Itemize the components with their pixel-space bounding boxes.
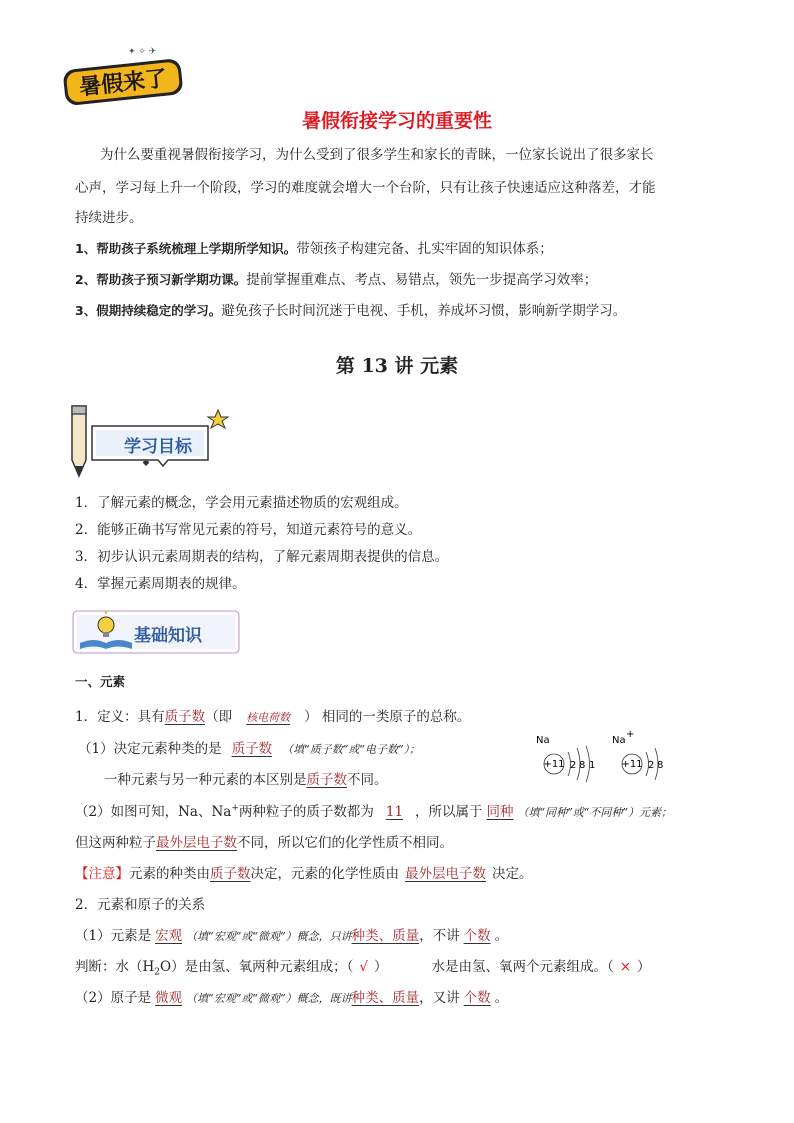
relation-1	[75, 924, 508, 944]
point-3	[75, 299, 626, 319]
hint: （填“宏观”或“微观”）概念，只讲	[186, 930, 352, 943]
text: 判断：水（H	[75, 959, 155, 975]
text: 元素的种类由	[129, 866, 210, 882]
svg-text:✦ ✧ ✈: ✦ ✧ ✈	[128, 47, 157, 57]
intro-line-2: 心声，学习每上升一个阶段，学习的难度就会增大一个台阶，只有让孩子快速适应这种落差，才能	[75, 180, 656, 196]
logo-text: 暑假来了	[78, 66, 169, 101]
goals-badge	[68, 404, 233, 478]
superscript: +	[231, 803, 239, 814]
answer-blank: 微观	[155, 990, 183, 1006]
atom-structure-graphic	[532, 728, 682, 784]
point-2-text: 提前掌握重难点、考点、易错点，领先一步提高学习效率；	[246, 272, 598, 288]
text: 。	[494, 928, 509, 944]
intro-line-3: 持续进步。	[75, 210, 143, 226]
hint: （填“质子数”或“电子数”）；	[282, 743, 421, 756]
answer-blank: 宏观	[155, 928, 183, 944]
knowledge-badge	[72, 607, 244, 657]
answer-blank: 质子数	[164, 709, 206, 725]
question-1	[78, 737, 420, 757]
hint: （填“宏观”或“微观”）概念，既讲	[186, 992, 352, 1005]
definition-line	[75, 705, 470, 725]
text: 决定，元素的化学性质由	[250, 866, 399, 882]
intro-line-1: 为什么要重视暑假衔接学习，为什么受到了很多学生和家长的青睐，一位家长说出了很多家长	[100, 147, 654, 163]
goals-badge-label: 学习目标	[124, 437, 192, 457]
na-electron-3: 1	[589, 760, 596, 771]
logo	[58, 42, 190, 108]
knowledge-badge-label: 基础知识	[134, 626, 202, 646]
goal-3: 3．初步认识元素周期表的结构，了解元素周期表提供的信息。	[75, 549, 449, 565]
text: （2）原子是	[75, 990, 152, 1006]
text: ，又讲	[419, 990, 460, 1006]
question-1b	[104, 768, 388, 788]
text: O）是由氢、氧两种元素组成；（	[160, 959, 354, 975]
text: 不同。	[347, 772, 388, 788]
point-3-bold: 3、假期持续稳定的学习。	[75, 303, 222, 318]
text: 但这两种粒子	[75, 835, 156, 851]
point-1-text: 带领孩子构建完备、扎实牢固的知识体系；	[296, 241, 553, 257]
goal-2: 2．能够正确书写常见元素的符号，知道元素符号的意义。	[75, 522, 422, 538]
na-nucleus: +11	[543, 759, 565, 770]
hint: （填“同种”或“不同种”）元素；	[517, 806, 673, 819]
text: 不同，所以它们的化学性质不相同。	[237, 835, 453, 851]
answer-blank: 同种	[486, 804, 514, 820]
na-ion-charge: +	[626, 729, 635, 740]
answer-blank: 质子数	[210, 866, 251, 882]
text: （1）元素是	[75, 928, 152, 944]
goal-4: 4．掌握元素周期表的规律。	[75, 576, 246, 592]
na-ion-nucleus: +11	[621, 759, 643, 770]
text: 决定。	[492, 866, 533, 882]
text: ）	[373, 959, 388, 975]
na-electron-2: 8	[579, 760, 586, 771]
point-2-bold: 2、帮助孩子预习新学期功课。	[75, 272, 247, 287]
answer-blank: 种类、质量	[351, 990, 420, 1006]
answer-blank: 11	[385, 804, 404, 820]
section-2-heading: 2．元素和原子的关系	[75, 897, 206, 913]
text: ，不讲	[419, 928, 460, 944]
logo-graphic	[58, 42, 190, 108]
answer-blank: 最外层电子数	[156, 835, 237, 851]
na-electron-1: 2	[570, 760, 577, 771]
relation-2	[75, 986, 508, 1006]
point-3-text: 避免孩子长时间沉迷于电视、手机，养成坏习惯，影响新学期学习。	[221, 303, 627, 319]
text: （2）如图可知，Na、Na	[75, 804, 232, 820]
text: （即	[205, 709, 233, 725]
text: 1．定义：具有	[75, 709, 165, 725]
answer-blank: 质子数	[231, 741, 273, 757]
text: 水是由氢、氧两个元素组成。（	[431, 959, 614, 975]
text: ，所以属于	[415, 804, 483, 820]
text: ）	[637, 959, 651, 975]
text: （1）决定元素种类的是	[78, 741, 222, 757]
text: 两种粒子的质子数都为	[238, 804, 374, 820]
na-ion-electron-1: 2	[648, 760, 655, 771]
answer-blank: 种类、质量	[351, 928, 420, 944]
goal-1: 1．了解元素的概念，学会用元素描述物质的宏观组成。	[75, 495, 408, 511]
note-line	[75, 862, 533, 882]
note-tag: 【注意】	[75, 866, 129, 882]
answer-blank: 最外层电子数	[405, 866, 486, 882]
check-mark: √	[359, 959, 368, 975]
section-1-heading: 一、元素	[75, 674, 126, 689]
na-ion-label: Na	[612, 735, 626, 746]
subscript: 2	[154, 967, 161, 978]
banner-title: 暑假衔接学习的重要性	[301, 110, 492, 132]
point-1-bold: 1、帮助孩子系统梳理上学期所学知识。	[75, 241, 297, 256]
answer-blank: 质子数	[306, 772, 347, 788]
answer-blank: 个数	[463, 990, 491, 1006]
na-label: Na	[536, 735, 550, 746]
answer-blank: 个数	[463, 928, 491, 944]
lesson-title: 第 13 讲 元素	[335, 355, 459, 377]
cross-mark: ×	[619, 959, 632, 975]
text: 一种元素与另一种元素的本区别是	[104, 772, 307, 788]
point-2	[75, 268, 597, 288]
point-1	[75, 237, 553, 257]
question-2b	[75, 831, 453, 851]
question-2	[75, 800, 672, 820]
atom-diagram	[532, 728, 682, 784]
text: 。	[494, 990, 509, 1006]
judge-line	[75, 955, 651, 978]
na-ion-electron-2: 8	[657, 760, 664, 771]
text: ） 相同的一类原子的总称。	[304, 709, 471, 725]
answer-blank: 核电荷数	[246, 711, 291, 724]
